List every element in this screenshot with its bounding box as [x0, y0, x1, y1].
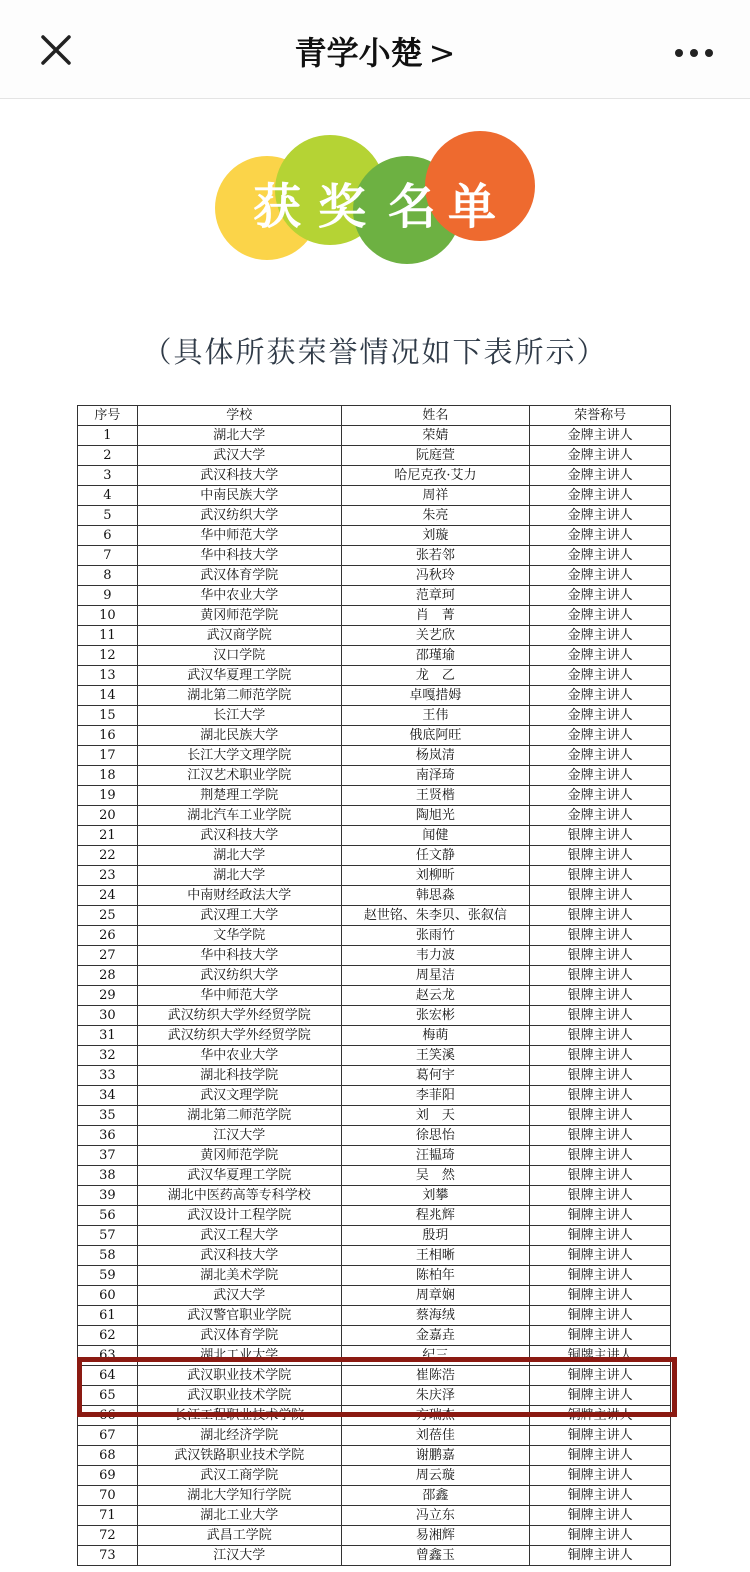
table-row — [78, 426, 671, 446]
cell-rank: 14 — [78, 686, 138, 706]
table-row — [78, 1486, 671, 1506]
cell-school: 武汉纺织大学 — [137, 966, 341, 986]
cell-name: 邵鑫 — [341, 1486, 530, 1506]
cell-name: 刘柳昕 — [341, 866, 530, 886]
table-row — [78, 1266, 671, 1286]
table-row — [78, 1226, 671, 1246]
cell-school: 湖北科技学院 — [137, 1066, 341, 1086]
cell-rank: 23 — [78, 866, 138, 886]
cell-rank: 13 — [78, 666, 138, 686]
cell-rank: 36 — [78, 1126, 138, 1146]
cell-school: 武汉警官职业学院 — [137, 1306, 341, 1326]
cell-honor: 银牌主讲人 — [530, 926, 671, 946]
cell-name: 南泽琦 — [341, 766, 530, 786]
cell-name: 曾鑫玉 — [341, 1546, 530, 1566]
cell-school: 武汉纺织大学外经贸学院 — [137, 1026, 341, 1046]
cell-school: 江汉大学 — [137, 1546, 341, 1566]
cell-honor: 金牌主讲人 — [530, 726, 671, 746]
cell-rank: 29 — [78, 986, 138, 1006]
cell-honor: 铜牌主讲人 — [530, 1226, 671, 1246]
cell-name: 邵瑾瑜 — [341, 646, 530, 666]
cell-honor: 金牌主讲人 — [530, 486, 671, 506]
cell-name: 范章珂 — [341, 586, 530, 606]
cell-name: 周云璇 — [341, 1466, 530, 1486]
cell-honor: 铜牌主讲人 — [530, 1246, 671, 1266]
cell-school: 湖北汽车工业学院 — [137, 806, 341, 826]
cell-rank: 22 — [78, 846, 138, 866]
cell-name: 刘 天 — [341, 1106, 530, 1126]
cell-honor: 银牌主讲人 — [530, 966, 671, 986]
cell-rank: 33 — [78, 1066, 138, 1086]
cell-honor: 金牌主讲人 — [530, 606, 671, 626]
cell-honor: 金牌主讲人 — [530, 466, 671, 486]
cell-name: 韩思淼 — [341, 886, 530, 906]
cell-rank: 8 — [78, 566, 138, 586]
cell-name: 张若邻 — [341, 546, 530, 566]
cell-rank: 37 — [78, 1146, 138, 1166]
cell-honor: 银牌主讲人 — [530, 1086, 671, 1106]
more-icon[interactable] — [672, 38, 716, 68]
cell-rank: 59 — [78, 1266, 138, 1286]
table-row — [78, 1526, 671, 1546]
cell-rank: 17 — [78, 746, 138, 766]
cell-school: 武汉大学 — [137, 446, 341, 466]
top-bar — [0, 0, 750, 99]
cell-name: 闻健 — [341, 826, 530, 846]
cell-name: 金嘉垚 — [341, 1326, 530, 1346]
table-row — [78, 986, 671, 1006]
cell-rank: 19 — [78, 786, 138, 806]
cell-honor: 金牌主讲人 — [530, 686, 671, 706]
cell-school: 武昌工学院 — [137, 1526, 341, 1546]
table-row — [78, 706, 671, 726]
cell-honor: 金牌主讲人 — [530, 746, 671, 766]
table-row — [78, 1126, 671, 1146]
award-list-banner — [210, 130, 540, 270]
cell-honor: 金牌主讲人 — [530, 566, 671, 586]
cell-school: 武汉科技大学 — [137, 1246, 341, 1266]
table-row — [78, 1446, 671, 1466]
table-row — [78, 466, 671, 486]
table-row — [78, 1146, 671, 1166]
cell-school: 江汉艺术职业学院 — [137, 766, 341, 786]
cell-school: 华中师范大学 — [137, 526, 341, 546]
cell-honor: 铜牌主讲人 — [530, 1446, 671, 1466]
cell-name: 赵世铭、朱李贝、张叙信 — [341, 906, 530, 926]
cell-school: 黄冈师范学院 — [137, 606, 341, 626]
header-cell-rank: 序号 — [78, 406, 138, 426]
table-row — [78, 1026, 671, 1046]
table-row — [78, 1286, 671, 1306]
cell-rank: 61 — [78, 1306, 138, 1326]
cell-name: 张宏彬 — [341, 1006, 530, 1026]
cell-school: 湖北工业大学 — [137, 1506, 341, 1526]
cell-school: 黄冈师范学院 — [137, 1146, 341, 1166]
cell-school: 长江大学文理学院 — [137, 746, 341, 766]
cell-school: 湖北大学 — [137, 866, 341, 886]
table-row — [78, 1206, 671, 1226]
cell-school: 湖北中医药高等专科学校 — [137, 1186, 341, 1206]
cell-rank: 64 — [78, 1366, 138, 1386]
cell-rank: 70 — [78, 1486, 138, 1506]
cell-name: 韦力波 — [341, 946, 530, 966]
cell-name: 肖 菁 — [341, 606, 530, 626]
table-row — [78, 506, 671, 526]
table-row — [78, 546, 671, 566]
cell-rank: 26 — [78, 926, 138, 946]
cell-school: 武汉职业技术学院 — [137, 1386, 341, 1406]
account-title: 青学小楚 — [294, 34, 423, 72]
cell-name: 王贤楷 — [341, 786, 530, 806]
cell-school: 武汉大学 — [137, 1286, 341, 1306]
cell-rank: 30 — [78, 1006, 138, 1026]
cell-school: 华中科技大学 — [137, 546, 341, 566]
cell-name: 冯秋玲 — [341, 566, 530, 586]
cell-honor: 银牌主讲人 — [530, 1046, 671, 1066]
cell-honor: 银牌主讲人 — [530, 866, 671, 886]
cell-honor: 铜牌主讲人 — [530, 1406, 671, 1426]
table-row — [78, 966, 671, 986]
cell-rank: 9 — [78, 586, 138, 606]
cell-honor: 金牌主讲人 — [530, 806, 671, 826]
cell-rank: 12 — [78, 646, 138, 666]
cell-school: 湖北大学 — [137, 426, 341, 446]
cell-rank: 24 — [78, 886, 138, 906]
cell-rank: 21 — [78, 826, 138, 846]
cell-rank: 66 — [78, 1406, 138, 1426]
cell-honor: 铜牌主讲人 — [530, 1306, 671, 1326]
table-row — [78, 446, 671, 466]
cell-honor: 金牌主讲人 — [530, 626, 671, 646]
cell-rank: 25 — [78, 906, 138, 926]
cell-name: 龙 乙 — [341, 666, 530, 686]
cell-name: 陈柏年 — [341, 1266, 530, 1286]
table-row — [78, 1246, 671, 1266]
cell-school: 湖北第二师范学院 — [137, 1106, 341, 1126]
cell-honor: 铜牌主讲人 — [530, 1366, 671, 1386]
cell-honor: 铜牌主讲人 — [530, 1486, 671, 1506]
cell-name: 殷玥 — [341, 1226, 530, 1246]
cell-rank: 58 — [78, 1246, 138, 1266]
cell-name: 谢鹏嘉 — [341, 1446, 530, 1466]
cell-rank: 57 — [78, 1226, 138, 1246]
cell-name: 程兆辉 — [341, 1206, 530, 1226]
cell-name: 阮庭萱 — [341, 446, 530, 466]
cell-honor: 铜牌主讲人 — [530, 1526, 671, 1546]
cell-name: 方瑞杰 — [341, 1406, 530, 1426]
cell-name: 荣婧 — [341, 426, 530, 446]
cell-honor: 银牌主讲人 — [530, 846, 671, 866]
cell-honor: 银牌主讲人 — [530, 1026, 671, 1046]
cell-rank: 71 — [78, 1506, 138, 1526]
account-title-link[interactable] — [0, 28, 750, 74]
table-row — [78, 686, 671, 706]
cell-name: 易湘辉 — [341, 1526, 530, 1546]
cell-rank: 11 — [78, 626, 138, 646]
table-row — [78, 1306, 671, 1326]
cell-school: 湖北大学 — [137, 846, 341, 866]
cell-rank: 5 — [78, 506, 138, 526]
highlight-box — [77, 1357, 677, 1417]
cell-name: 俄底阿旺 — [341, 726, 530, 746]
cell-rank: 62 — [78, 1326, 138, 1346]
table-row — [78, 1106, 671, 1126]
table-row — [78, 486, 671, 506]
table-row — [78, 666, 671, 686]
cell-honor: 铜牌主讲人 — [530, 1386, 671, 1406]
cell-name: 张雨竹 — [341, 926, 530, 946]
cell-name: 蔡海绒 — [341, 1306, 530, 1326]
cell-honor: 金牌主讲人 — [530, 766, 671, 786]
cell-school: 长江大学 — [137, 706, 341, 726]
cell-name: 刘攀 — [341, 1186, 530, 1206]
cell-school: 文华学院 — [137, 926, 341, 946]
table-row — [78, 1466, 671, 1486]
table-header-row — [78, 406, 671, 426]
table-row — [78, 1006, 671, 1026]
cell-school: 湖北民族大学 — [137, 726, 341, 746]
cell-rank: 7 — [78, 546, 138, 566]
table-row — [78, 1166, 671, 1186]
cell-school: 湖北经济学院 — [137, 1426, 341, 1446]
cell-name: 卓嘎措姆 — [341, 686, 530, 706]
cell-name: 关艺欣 — [341, 626, 530, 646]
cell-rank: 15 — [78, 706, 138, 726]
cell-rank: 69 — [78, 1466, 138, 1486]
header-cell-school: 学校 — [137, 406, 341, 426]
cell-name: 梅萌 — [341, 1026, 530, 1046]
table-row — [78, 1326, 671, 1346]
cell-name: 崔陈浩 — [341, 1366, 530, 1386]
table-row — [78, 1546, 671, 1566]
cell-school: 中南财经政法大学 — [137, 886, 341, 906]
cell-honor: 铜牌主讲人 — [530, 1426, 671, 1446]
table-row — [78, 626, 671, 646]
cell-name: 刘蓓佳 — [341, 1426, 530, 1446]
banner-char-3: 名 — [387, 179, 437, 235]
cell-rank: 31 — [78, 1026, 138, 1046]
cell-school: 荆楚理工学院 — [137, 786, 341, 806]
cell-honor: 金牌主讲人 — [530, 646, 671, 666]
header-cell-name: 姓名 — [341, 406, 530, 426]
cell-honor: 银牌主讲人 — [530, 886, 671, 906]
table-row — [78, 726, 671, 746]
cell-rank: 20 — [78, 806, 138, 826]
cell-name: 王相晰 — [341, 1246, 530, 1266]
cell-honor: 铜牌主讲人 — [530, 1326, 671, 1346]
banner-char-2: 奖 — [317, 179, 367, 235]
cell-school: 湖北美术学院 — [137, 1266, 341, 1286]
cell-rank: 73 — [78, 1546, 138, 1566]
cell-school: 中南民族大学 — [137, 486, 341, 506]
cell-honor: 铜牌主讲人 — [530, 1266, 671, 1286]
cell-school: 武汉华夏理工学院 — [137, 666, 341, 686]
cell-name: 哈尼克孜·艾力 — [341, 466, 530, 486]
table-row — [78, 826, 671, 846]
cell-school: 武汉科技大学 — [137, 826, 341, 846]
cell-name: 冯立东 — [341, 1506, 530, 1526]
cell-honor: 金牌主讲人 — [530, 586, 671, 606]
cell-school: 武汉科技大学 — [137, 466, 341, 486]
cell-rank: 1 — [78, 426, 138, 446]
cell-honor: 银牌主讲人 — [530, 1126, 671, 1146]
table-row — [78, 1426, 671, 1446]
table-row — [78, 786, 671, 806]
cell-name: 李菲阳 — [341, 1086, 530, 1106]
cell-name: 周星洁 — [341, 966, 530, 986]
cell-rank: 39 — [78, 1186, 138, 1206]
cell-school: 华中农业大学 — [137, 586, 341, 606]
cell-rank: 6 — [78, 526, 138, 546]
cell-name: 王伟 — [341, 706, 530, 726]
cell-honor: 金牌主讲人 — [530, 666, 671, 686]
cell-name: 周祥 — [341, 486, 530, 506]
table-row — [78, 1186, 671, 1206]
cell-honor: 银牌主讲人 — [530, 1066, 671, 1086]
cell-rank: 72 — [78, 1526, 138, 1546]
cell-name: 朱庆泽 — [341, 1386, 530, 1406]
cell-honor: 银牌主讲人 — [530, 1106, 671, 1126]
table-row — [78, 1066, 671, 1086]
cell-school: 武汉体育学院 — [137, 566, 341, 586]
cell-honor: 银牌主讲人 — [530, 1166, 671, 1186]
cell-rank: 10 — [78, 606, 138, 626]
cell-honor: 银牌主讲人 — [530, 826, 671, 846]
cell-school: 华中师范大学 — [137, 986, 341, 1006]
cell-name: 纪三 — [341, 1346, 530, 1366]
cell-honor: 铜牌主讲人 — [530, 1206, 671, 1226]
cell-honor: 金牌主讲人 — [530, 426, 671, 446]
table-row — [78, 746, 671, 766]
table-row — [78, 1086, 671, 1106]
cell-school: 汉口学院 — [137, 646, 341, 666]
table-row — [78, 526, 671, 546]
cell-honor: 金牌主讲人 — [530, 546, 671, 566]
cell-honor: 铜牌主讲人 — [530, 1286, 671, 1306]
cell-name: 任文静 — [341, 846, 530, 866]
cell-rank: 63 — [78, 1346, 138, 1366]
table-row — [78, 906, 671, 926]
table-row — [78, 606, 671, 626]
cell-school: 武汉纺织大学外经贸学院 — [137, 1006, 341, 1026]
table-row — [78, 926, 671, 946]
cell-name: 徐思怡 — [341, 1126, 530, 1146]
cell-honor: 银牌主讲人 — [530, 986, 671, 1006]
cell-school: 武汉职业技术学院 — [137, 1366, 341, 1386]
table-row — [78, 766, 671, 786]
cell-rank: 68 — [78, 1446, 138, 1466]
cell-rank: 35 — [78, 1106, 138, 1126]
cell-name: 赵云龙 — [341, 986, 530, 1006]
cell-name: 王笑溪 — [341, 1046, 530, 1066]
table-row — [78, 866, 671, 886]
cell-school: 武汉华夏理工学院 — [137, 1166, 341, 1186]
header-cell-honor: 荣誉称号 — [530, 406, 671, 426]
table-row — [78, 586, 671, 606]
cell-honor: 金牌主讲人 — [530, 706, 671, 726]
cell-rank: 32 — [78, 1046, 138, 1066]
cell-rank: 65 — [78, 1386, 138, 1406]
cell-honor: 金牌主讲人 — [530, 506, 671, 526]
cell-honor: 铜牌主讲人 — [530, 1506, 671, 1526]
banner-char-4: 单 — [447, 179, 497, 235]
table-row — [78, 846, 671, 866]
cell-rank: 4 — [78, 486, 138, 506]
cell-rank: 28 — [78, 966, 138, 986]
cell-honor: 银牌主讲人 — [530, 946, 671, 966]
cell-honor: 金牌主讲人 — [530, 526, 671, 546]
chevron-right-icon: > — [428, 34, 456, 72]
cell-honor: 银牌主讲人 — [530, 906, 671, 926]
cell-school: 湖北第二师范学院 — [137, 686, 341, 706]
table-row — [78, 886, 671, 906]
table-row — [78, 1506, 671, 1526]
table-row — [78, 946, 671, 966]
table-row — [78, 566, 671, 586]
cell-rank: 38 — [78, 1166, 138, 1186]
cell-rank: 56 — [78, 1206, 138, 1226]
table-row — [78, 1046, 671, 1066]
cell-school: 武汉文理学院 — [137, 1086, 341, 1106]
cell-school: 湖北大学知行学院 — [137, 1486, 341, 1506]
banner-char-1: 获 — [252, 179, 302, 235]
cell-school: 武汉工商学院 — [137, 1466, 341, 1486]
table-subtitle: （具体所获荣誉情况如下表所示） — [142, 335, 608, 369]
cell-school: 武汉商学院 — [137, 626, 341, 646]
cell-rank: 67 — [78, 1426, 138, 1446]
cell-school: 江汉大学 — [137, 1126, 341, 1146]
cell-honor: 银牌主讲人 — [530, 1186, 671, 1206]
cell-name: 葛何宇 — [341, 1066, 530, 1086]
cell-rank: 3 — [78, 466, 138, 486]
cell-school: 武汉理工大学 — [137, 906, 341, 926]
cell-honor: 铜牌主讲人 — [530, 1346, 671, 1366]
cell-honor: 铜牌主讲人 — [530, 1546, 671, 1566]
cell-name: 杨岚清 — [341, 746, 530, 766]
cell-rank: 2 — [78, 446, 138, 466]
cell-honor: 金牌主讲人 — [530, 446, 671, 466]
cell-name: 刘璇 — [341, 526, 530, 546]
cell-name: 吴 然 — [341, 1166, 530, 1186]
cell-honor: 铜牌主讲人 — [530, 1466, 671, 1486]
cell-rank: 16 — [78, 726, 138, 746]
cell-name: 陶旭光 — [341, 806, 530, 826]
cell-rank: 60 — [78, 1286, 138, 1306]
cell-rank: 18 — [78, 766, 138, 786]
cell-honor: 银牌主讲人 — [530, 1006, 671, 1026]
cell-honor: 金牌主讲人 — [530, 786, 671, 806]
cell-rank: 34 — [78, 1086, 138, 1106]
cell-name: 朱亮 — [341, 506, 530, 526]
cell-honor: 银牌主讲人 — [530, 1146, 671, 1166]
table-row — [78, 646, 671, 666]
table-row — [78, 806, 671, 826]
cell-school: 武汉工程大学 — [137, 1226, 341, 1246]
cell-school: 华中农业大学 — [137, 1046, 341, 1066]
cell-name: 周章娴 — [341, 1286, 530, 1306]
cell-school: 长江工程职业技术学院 — [137, 1406, 341, 1426]
cell-school: 湖北工业大学 — [137, 1346, 341, 1366]
cell-school: 武汉铁路职业技术学院 — [137, 1446, 341, 1466]
cell-school: 武汉设计工程学院 — [137, 1206, 341, 1226]
cell-rank: 27 — [78, 946, 138, 966]
cell-school: 武汉纺织大学 — [137, 506, 341, 526]
cell-school: 华中科技大学 — [137, 946, 341, 966]
cell-school: 武汉体育学院 — [137, 1326, 341, 1346]
cell-name: 汪韫琦 — [341, 1146, 530, 1166]
